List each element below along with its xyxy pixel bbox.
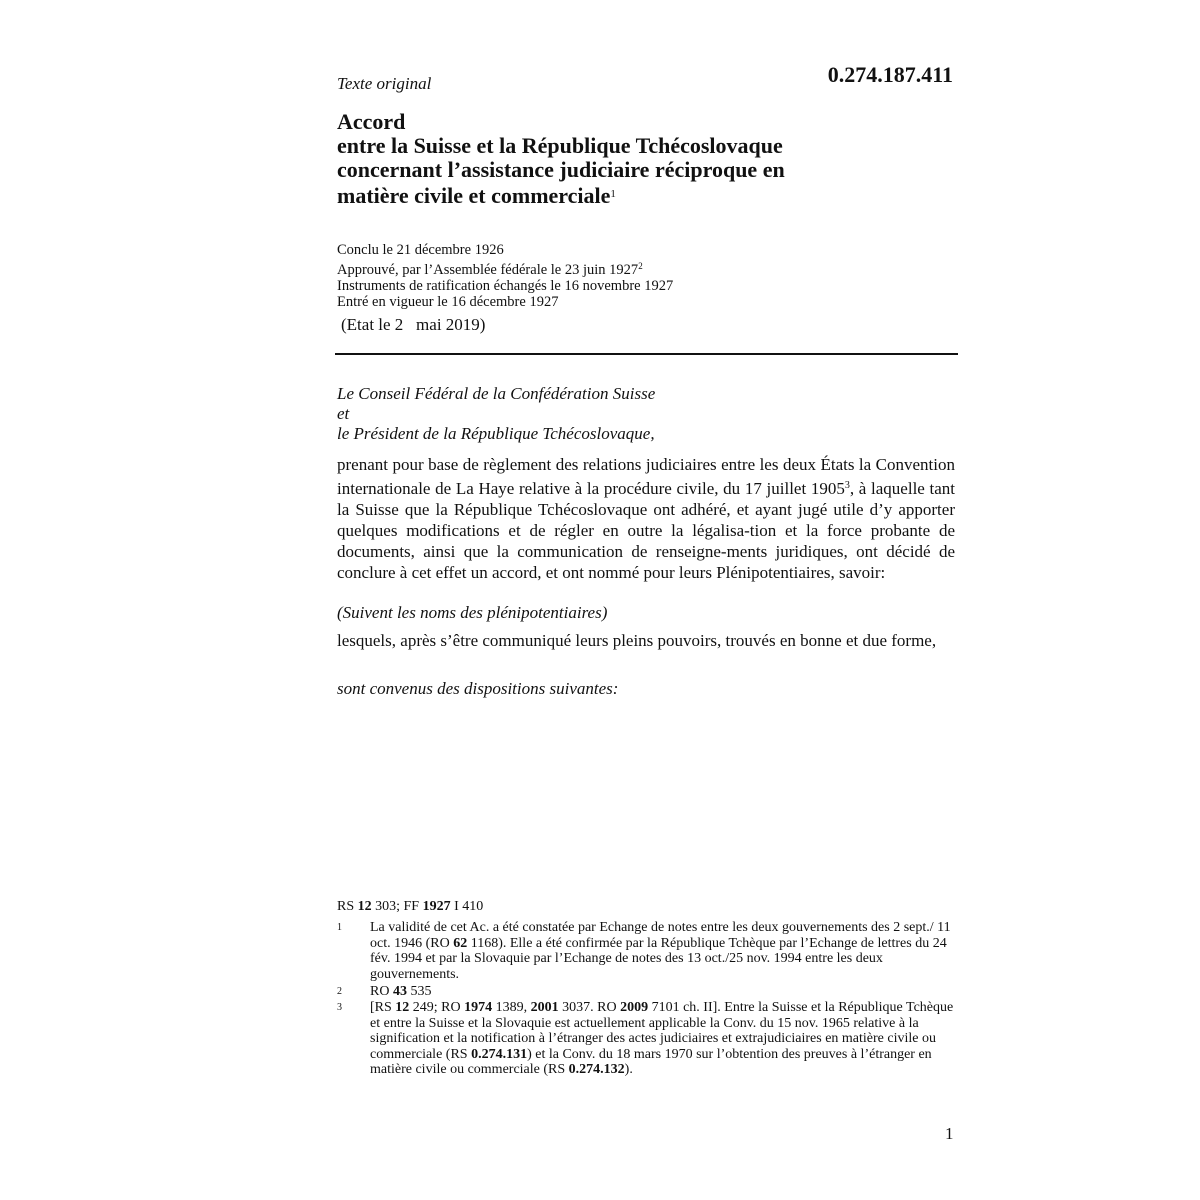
original-text-label: Texte original	[337, 74, 432, 93]
title-footnote-ref[interactable]: 1	[610, 188, 616, 200]
meta-entre: Entré en vigueur le 16 décembre 1927	[337, 294, 559, 310]
footnote-3-text	[370, 1000, 957, 1078]
document-title	[337, 110, 897, 208]
preamble-text-2: , à laquelle tant la Suisse que la République Tchécoslovaque ont adhéré, et ayant jugé utile d’y apporter quelques modifications et de régler en outre la légalisa-tion et la force probante de documents, ainsi que la communication de renseigne-ments juridiques, ont décidé de conclure à cet effet un accord, et ont nommé pour leurs Plénipotentiaires, savoir:	[337, 479, 956, 582]
fn1-part2: 1168). Elle a été confirmée par la République Tchèque par l’Echange de lettres du 24 fév. 1994 et par la Slovaquie par l’Echange de notes des 13 oct./25 nov. 1994 entre les deux gouvernements.	[370, 935, 947, 982]
agreed-provisions-heading: sont convenus des dispositions suivantes:	[337, 679, 619, 698]
fn2-prefix: RO	[370, 984, 393, 999]
footnote-1-text	[370, 920, 957, 982]
ff-year: 1927	[422, 899, 451, 914]
preamble-paragraph	[337, 454, 955, 583]
rs-mid: 303; FF	[371, 899, 423, 914]
fn3-m: ).	[624, 1062, 633, 1077]
fn1-part1: La validité de cet Ac. a été constatée par Echange de notes entre les deux gouvernements des 2 sept./ 11 oct. 1946 (RO	[370, 920, 951, 951]
fn3-k: ) et la Conv. du 18 mars 1970 sur l’obtention des preuves à l’étranger en matière civile ou commerciale (RS	[370, 1046, 932, 1077]
title-line-2: entre la Suisse et la République Tchécoslovaque	[337, 133, 783, 158]
ff-rest: I 410	[450, 899, 484, 914]
title-line-1: Accord	[337, 109, 406, 134]
meta-conclu: Conclu le 21 décembre 1926	[337, 242, 504, 258]
page-number: 1	[945, 1124, 954, 1143]
fn3-j: 0.274.131	[471, 1046, 528, 1062]
footnote-1	[337, 920, 957, 982]
fn3-d: 1974	[464, 1000, 493, 1015]
fn3-f: 2001	[530, 1000, 559, 1015]
meta-approuve-text: Approuvé, par l’Assemblée fédérale le 23 juin 1927	[337, 262, 639, 278]
contracting-parties	[337, 384, 655, 444]
title-line-4	[337, 182, 897, 208]
meta-approuve-ref[interactable]: 2	[638, 261, 643, 271]
rs-prefix: RS	[337, 899, 358, 914]
footnote-source	[337, 899, 483, 915]
fn3-b: 12	[395, 1000, 410, 1015]
document-metadata	[337, 242, 673, 310]
meta-approuve	[337, 258, 673, 278]
fn3-e: 1389,	[492, 1000, 531, 1015]
status-date: (Etat le 2 mai 2019)	[341, 315, 486, 334]
preamble-text-1: prenant pour base de règlement des relations judiciaires entre les deux États la Convention internationale de La Haye relative à la procédure civile, du 17 juillet 1905	[337, 455, 955, 498]
fn3-g: 3037. RO	[558, 1000, 621, 1015]
title-line-4-text: matière civile et commerciale	[337, 183, 611, 208]
footnote-2-text	[370, 984, 957, 1000]
rs-volume: 12	[357, 899, 372, 914]
footnote-2	[337, 984, 957, 1000]
credentials-paragraph: lesquels, après s’être communiqué leurs pleins pouvoirs, trouvés en bonne et due forme,	[337, 631, 937, 650]
fn2-rest: 535	[406, 984, 432, 999]
title-line-3: concernant l’assistance judiciaire réciproque en	[337, 157, 785, 182]
fn3-h: 2009	[620, 1000, 649, 1015]
meta-instruments: Instruments de ratification échangés le 16 novembre 1927	[337, 278, 674, 294]
fn2-volume: 43	[392, 984, 407, 999]
fn3-a: [RS	[370, 1000, 396, 1015]
fn1-volume: 62	[453, 935, 468, 951]
footnote-1-number: 1	[337, 922, 342, 933]
party-conjunction: et	[337, 404, 350, 423]
horizontal-rule	[335, 353, 958, 355]
fn3-c: 249; RO	[409, 1000, 465, 1015]
preamble-footnote-ref[interactable]: 3	[844, 480, 850, 491]
document-number: 0.274.187.411	[827, 62, 953, 87]
footnote-3-number: 3	[337, 1002, 342, 1013]
fn3-i: 7101 ch. II]. Entre la Suisse et la République Tchèque et entre la Suisse et la Slovaquie est actuellement applicable la Conv. du 15 nov. 1965 relative à la signification et la notification à l’étranger des actes judiciaires et extrajudiciaires en matière civile ou commerciale (RS	[370, 1000, 954, 1062]
footnote-3	[337, 1000, 957, 1078]
party-1: Le Conseil Fédéral de la Confédération Suisse	[337, 384, 656, 403]
fn3-l: 0.274.132	[568, 1062, 625, 1077]
plenipotentiaries-note: (Suivent les noms des plénipotentiaires)	[337, 603, 608, 622]
party-2: le Président de la République Tchécoslovaque,	[337, 424, 655, 443]
footnote-2-number: 2	[337, 986, 342, 997]
